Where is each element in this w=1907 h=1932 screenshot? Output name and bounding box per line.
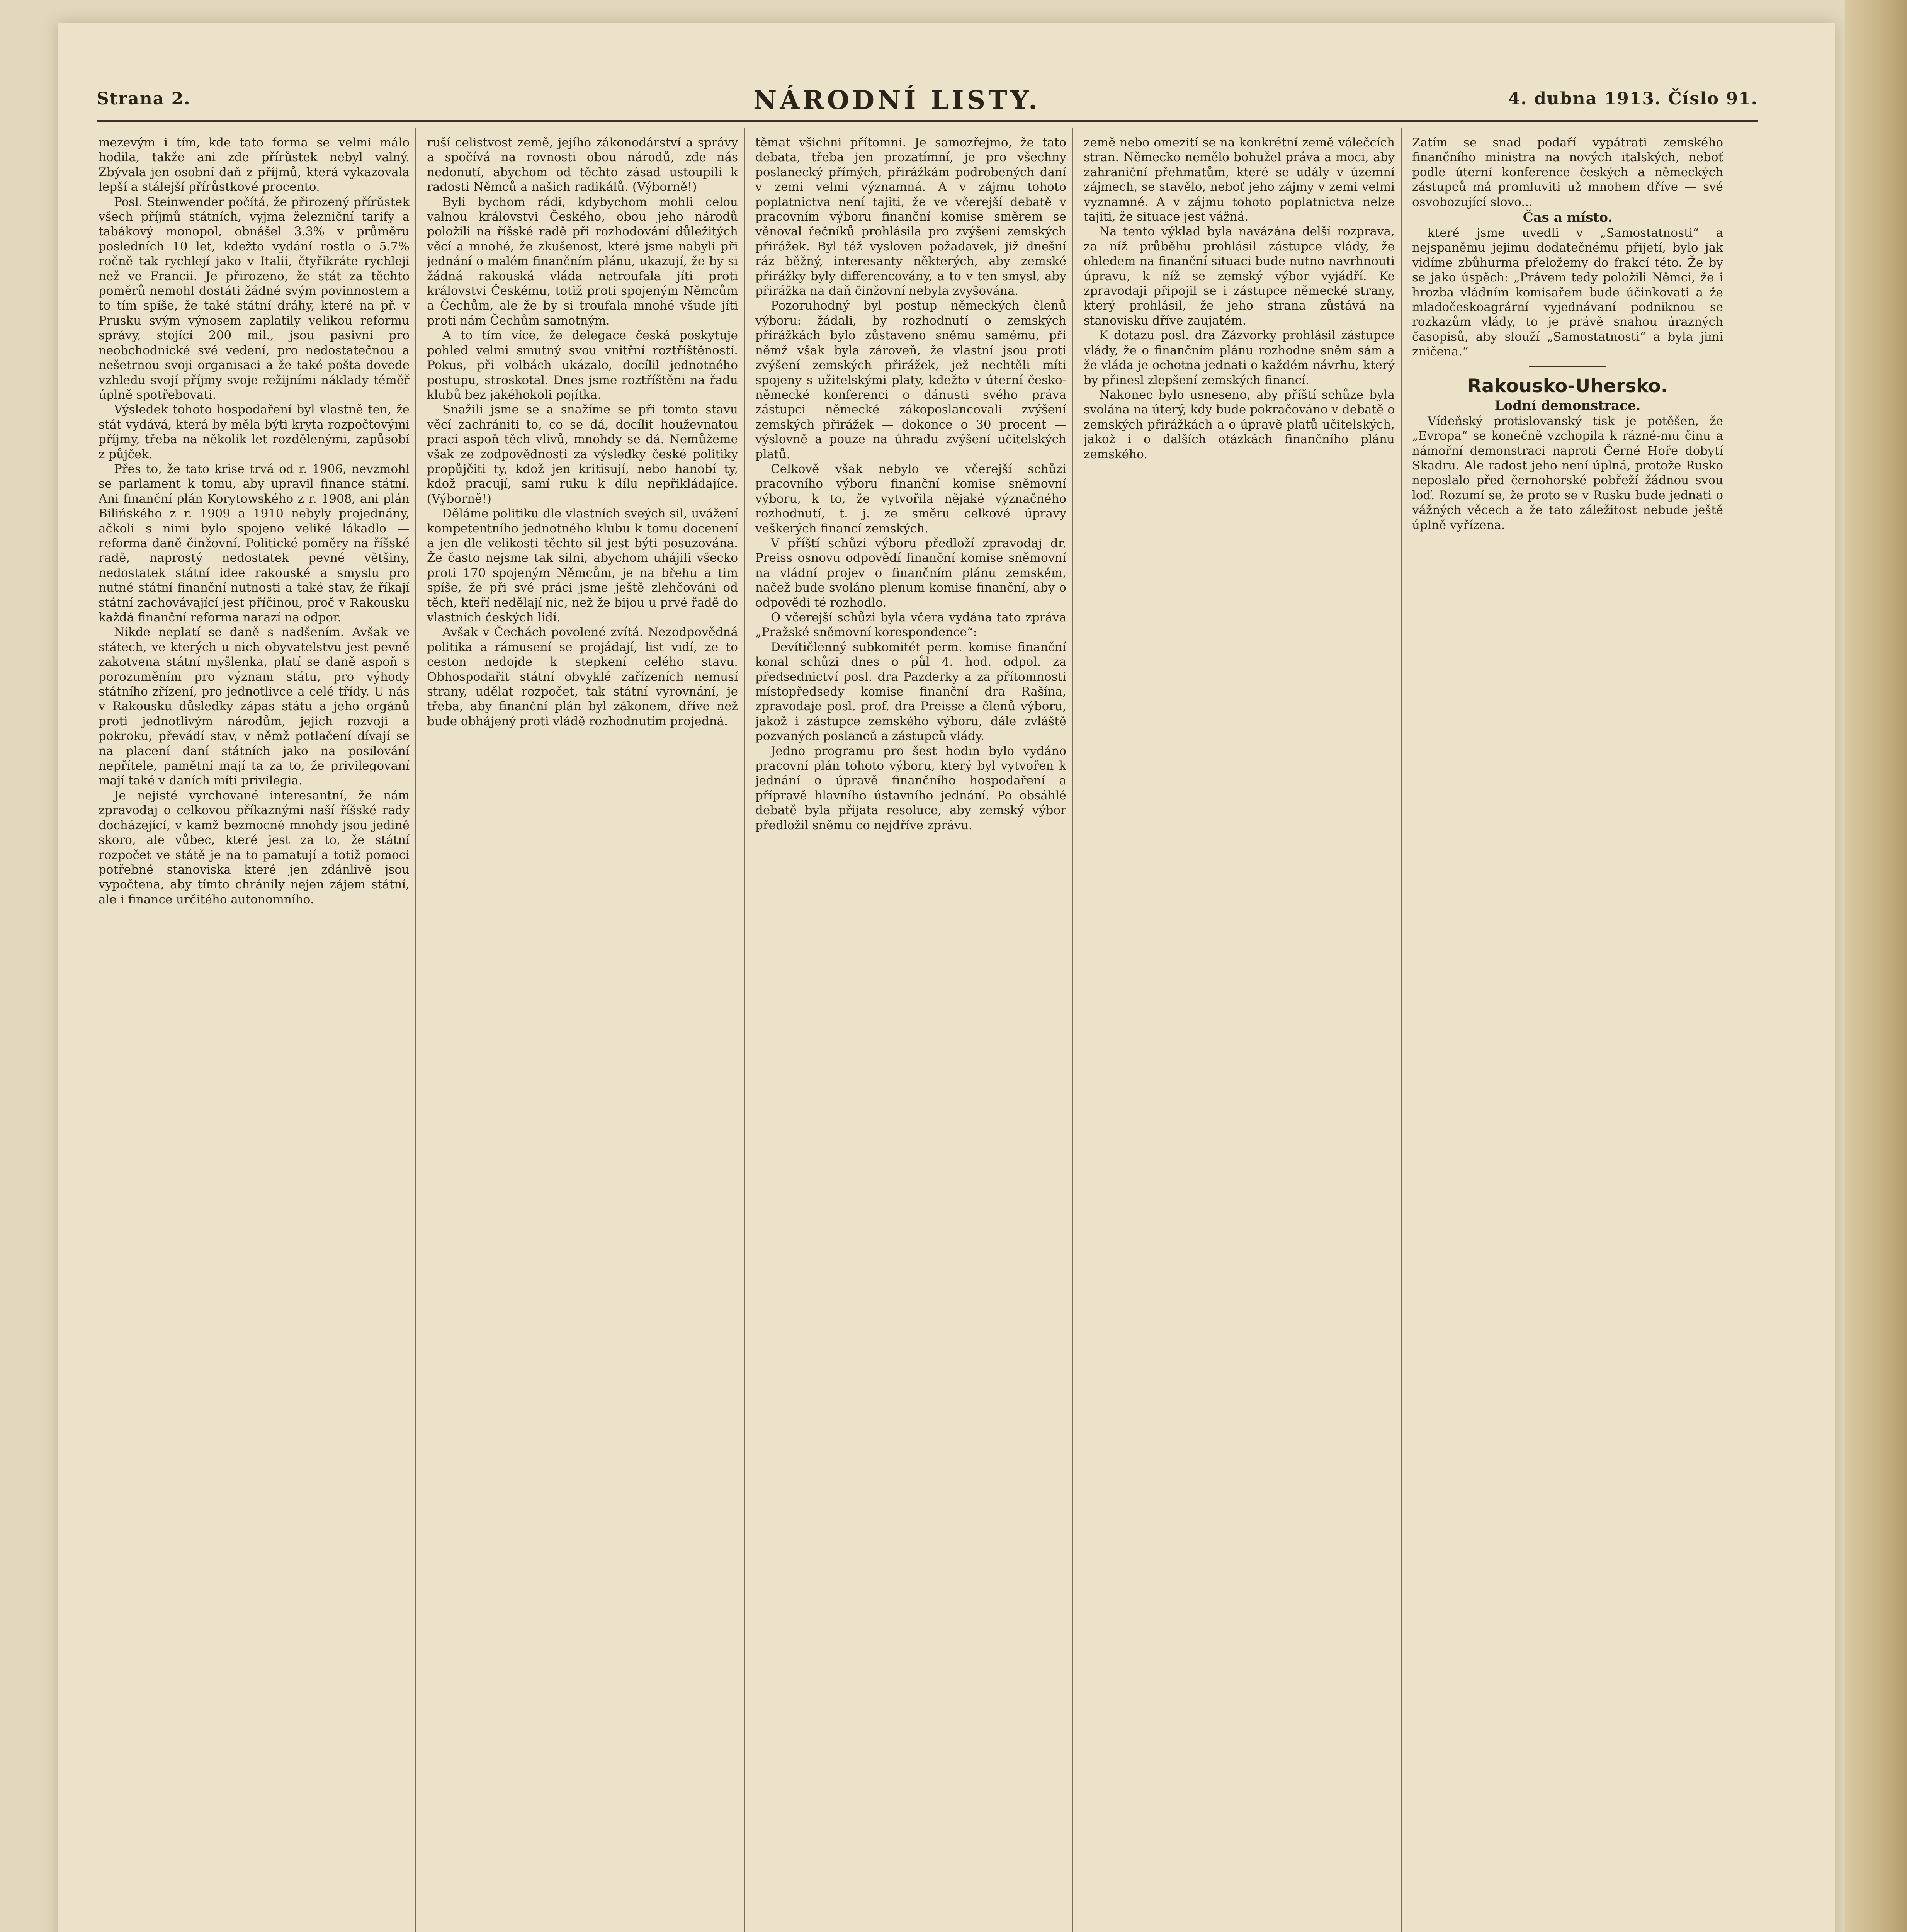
issue-date-number: 4. dubna 1913. Číslo 91. — [1508, 89, 1758, 109]
masthead-rule — [97, 120, 1758, 122]
article-paragraph: Přes to, že tato krise trvá od r. 1906, nevzmohl se parlament k tomu, aby upravil finance státní. Ani finanční plán Korytowského z r. 1908, ani plán Bilińského z r. 1909 a 1910 nebyly projednány, ačkoli s nimi bylo spojeno veliké lákadlo — reforma daně činžovní. Politické poměry na říšské radě, naprostý nedostatek pevné většiny, nedostatek státní idee rakouské a smyslu pro nutné státní finanční nutnosti a také stav, že říkají státní zachovávající jest příčinou, proč v Rakousku každá finanční reforma narazí na odpor. — [99, 462, 410, 624]
article-paragraph: V příští schůzi výboru předloží zpravodaj dr. Preiss osnovu odpovědí finanční komise sněmovní na vládní projev o finančním plánu zemském, načež bude svoláno plenum komise finanční, aby o odpovědi té rozhodlo. — [755, 536, 1066, 610]
article-paragraph: Na tento výklad byla navázána delší rozprava, za níž průběhu prohlásil zástupce vlády, že ohledem na finanční situaci bude nutno navrhnouti úpravu, k níž se zemský výbor vyjádří. Ke zpravodaji připojil se i zástupce německé strany, který prohlásil, že jeho strana zůstává na stanovisku dříve zaujatém. — [1084, 224, 1395, 328]
article-paragraph: Výsledek tohoto hospodaření byl vlastně ten, že stát vydává, která by měla býti kryta rozpočtovými příjmy, třeba na několik let rozdělenými, zapůsobí z půjček. — [99, 403, 410, 461]
column-1 — [99, 135, 410, 1932]
article-paragraph: které jsme uvedli v „Samostatnosti“ a nejspaněmu jejimu dodatečnému přijetí, bylo jak vidíme zbůhurma přeložemy do frakcí této. Že by se jako úspěch: „Právem tedy položili Němci, že i hrozba vládním komisařem bude účinkovati a že mladočeskoagrární vyjednávaní podniknou se rozkazům vlády, to je právě snahou úrazných časopisů, aby slouží „Samostatnosti“ a byla jimi zničena.“ — [1412, 226, 1723, 359]
masthead — [97, 85, 1758, 120]
article-paragraph: mezevým i tím, kde tato forma se velmi málo hodila, takže ani zde přírůstek nebyl valný. Zbývala jen osobní daň z příjmů, která vykazovala lepší a stálejší přírůstkové procento. — [99, 136, 410, 194]
section-subheading: Čas a místo. — [1523, 210, 1613, 226]
article-paragraph: Pozoruhodný byl postup německých členů výboru: žádali, by rozhodnutí o zemských přirážkách bylo zůstaveno sněmu samému, při němž však byla zároveň, že vlastní jsou proti zvýšení zemských přirážek, jež nechtěli míti spojeny s užitelskými platy, kdežto v úterní česko-německé konferenci o dánusti svého práva zástupci německé zákoposlancovali zvýšení zemských přirážek — dokonce o 30 procent — výslovně a pouze na úhradu zvýšení učitelských platů. — [755, 299, 1066, 461]
article-paragraph: O včerejší schůzi byla včera vydána tato zpráva „Pražské sněmovní korespondence“: — [755, 611, 1066, 639]
column-separator — [1401, 128, 1402, 1932]
article-paragraph: Byli bychom rádi, kdybychom mohli celou valnou královstvi Českého, obou jeho národů položili na říšské radě při rozhodování důležitých věcí a mnohé, že zkušenost, které jsme nabyli při jednání o malém finančním plánu, ukazují, že by si žádná rakouská vláda netroufala jíti proti královstvi Českému, totiž proti spojeným Němcům a Čechům, ale že by si troufala mnohé všude jíti proti nám Čechům samotným. — [427, 195, 738, 328]
article-paragraph: Zatím se snad podaří vypátrati zemského finančního ministra na nových italských, neboť podle úterní konference českých a německých zástupců má promluviti už mnohem dříve — své osvobozující slovo... — [1412, 136, 1723, 209]
article-paragraph: Jedno programu pro šest hodin bylo vydáno pracovní plán tohoto výboru, který byl vytvořen k jednání o úpravě finančního hospodaření a přípravě hlavního ústavního jednání. Po obsáhlé debatě byla přijata resoluce, aby zemský výbor předložil sněmu co nejdříve zprávu. — [755, 744, 1066, 832]
article-paragraph: Snažili jsme se a snažíme se při tomto stavu věcí zachrániti to, co se dá, docílit houževnatou prací aspoň těch vlivů, mnohdy se dá. Nemůžeme však ze zodpovědnosti za výsledky české politiky propůjčiti ty, kdož jen kritisují, nebo hanobí ty, kdož pracují, samí ruku k dílu nepřikládajíce. (Výborně!) — [427, 403, 738, 506]
column-separator — [1072, 128, 1073, 1932]
article-paragraph: země nebo omezití se na konkrétní země válečcích stran. Německo nemělo bohužel práva a moci, aby zahraniční přehmatům, které se udály v územní zájmech, se stavělo, neboť jeho zájmy v zemi velmi vyznamné. A v zájmu tohoto poplatnictva nelze tajiti, že situace jest vážná. — [1084, 136, 1395, 224]
column-separator — [744, 128, 745, 1932]
article-paragraph: ruší celistvost země, jejího zákonodárství a správy a spočívá na rovnosti obou národů, zde nás nedonutí, abychom od těchto zásad ustoupili k radosti Němců a našich radikálů. (Výborně!) — [427, 136, 738, 194]
article-paragraph: Nakonec bylo usneseno, aby příští schůze byla svolána na úterý, kdy bude pokračováno v debatě o zemských přirážkách a o úpravě platů učitelských, jakož i o dalších otázkách finančního plánu zemského. — [1084, 388, 1395, 461]
newspaper-title: NÁRODNÍ LISTY. — [753, 85, 1040, 115]
article-paragraph: Devítičlenný subkomitét perm. komise finanční konal schůzi dnes o půl 4. hod. odpol. za předsednictví posl. dra Pazderky a za přítomnosti místopředsedy komise finanční dra Rašína, zpravodaje posl. prof. dra Preisse a členů výboru, jakož i zástupce zemského výboru, dále zvláště pozvaných poslanců a zástupců vlády. — [755, 640, 1066, 743]
column-3 — [755, 135, 1066, 1932]
article-paragraph: Celkově však nebylo ve včerejší schůzi pracovního výboru finanční komise sněmovní výboru, k to, že vytvořila nějaké význačného rozhodnutí, t. j. ze směru celkové úpravy veškerých financí zemských. — [755, 462, 1066, 536]
article-paragraph: K dotazu posl. dra Zázvorky prohlásil zástupce vlády, že o finančním plánu rozhodne sněm sám a že vláda je ochotna jednati o každém návrhu, který by přinesl zlepšení zemských financí. — [1084, 328, 1395, 387]
article-paragraph: Je nejisté vyrchované interesantní, že nám zpravodaj o celkovou příkaznými naší říšské rady docházející, v kamž bezmocné mnohdy jsou jedině skoro, ale vůbec, které jest za to, že státní rozpočet ve státě je na to pamatují a totiž pomoci potřebné stanoviska které jen zdánlivě jsou vypočtena, aby tímto chránily nejen zájem státní, ale i finance určitého autonomního. — [99, 788, 410, 906]
article-paragraph: Avšak v Čechách povolené zvítá. Nezodpovědná politika a rámusení se projádají, list vidí, ze to ceston nedojde k stepkení celého stavu. Obhospodařit státní obvyklé zařízeních nemusí strany, udělat rozpočet, tak státní vyrovnání, je třeba, aby finanční plán byl zákonem, dříve než bude obhájený proti vládě rozhodnutím projedná. — [427, 625, 738, 728]
section-divider — [1529, 366, 1606, 367]
column-4 — [1084, 135, 1395, 1932]
article-paragraph: těmat všichni přítomni. Je samozřejmo, že tato debata, třeba jen prozatímní, je pro všechny poslanecký přímých, přirážkám podrobených daní v zemi velmi významná. A v zájmu tohoto poplatnictva není tajiti, že ve včerejší debatě v pracovním výboru finanční komise směrem se věnoval řečníků prohlásila pro zvýšení zemských přirážek. Byl též vysloven požadavek, již dnešní ráz běžný, interesanty některých, aby zemské přirážky byly differencovány, a to v ten smysl, aby přirážka na daň činžovní nebyla zvyšována. — [755, 136, 1066, 298]
page-number: Strana 2. — [97, 89, 191, 109]
page-edge-stain — [1845, 0, 1907, 1932]
section-heading-austria-hungary: Rakousko-Uhersko. — [1467, 375, 1668, 397]
article-paragraph: Nikde neplatí se daně s nadšením. Avšak ve státech, ve kterých u nich obyvatelstvu jest pevně zakotvena státní myšlenka, platí se daně aspoň s porozuměním pro význam státu, pro výhody státního zřízení, pro jednotlivce a celé třídy. U nás v Rakousku důsledky zápas státu a jeho orgánů proti jednotlivým národům, jejich rozvoji a pokroku, převádí stav, v němž potlačení dívají se na placení daní státních jako na posilování nepřítele, pamětní mají ta za to, že privilegovaní mají také v daních míti privilegia. — [99, 625, 410, 788]
article-subheading: Lodní demonstrace. — [1494, 398, 1641, 413]
article-paragraph: Posl. Steinwender počítá, že přirozený přírůstek všech příjmů státních, vyjma železniční tarify a tabákový monopol, obnášel 3.3% v průměru posledních 10 let, kdežto vydání rostla o 5.7% ročně tak rychlejí jako v Italii, čtyřikráte rychleji než ve Francii. Je přirozeno, že stát za těchto poměrů nemohl dostáti žádné svým povinnostem a to tím spíše, že také státní dráhy, které na př. v Prusku svým výnosem zaplatily velikou reformu správy, stojící 200 mil., jsou pasivní pro neobchodnické své vedení, pro nedostatečnou a nešetrnou svoji organisaci a že také pošta dovede vzhledu svojí příjmy svoje režijními náklady téměř úplně spotřebovati. — [99, 195, 410, 402]
column-5 — [1412, 135, 1723, 1932]
column-separator — [415, 128, 416, 1932]
article-paragraph: A to tím více, že delegace česká poskytuje pohled velmi smutný svou vnitřní roztříštěností. Pokus, při volbách ukázalo, docílil jednotného postupu, stroskotal. Dnes jsme roztříštěni na řadu klubů bez jakéhokoli pojítka. — [427, 328, 738, 402]
article-paragraph: Děláme politiku dle vlastních sveých sil, uvážení kompetentního jednotného klubu k tomu docenení a jen dle velikosti těchto sil jest býti posuzována. Že často nejsme tak silni, abychom uhájili všecko proti 170 spojeným Němcům, je na břehu a tim spíše, že při své práci jsme ještě zlehčováni od těch, kteří nedělají nic, než že bijou u prvé řadě do vlastních českých lidí. — [427, 507, 738, 624]
column-2 — [427, 135, 738, 1932]
article-paragraph: Vídeňský protislovanský tisk je potěšen, že „Evropa“ se konečně vzchopila k rázné-mu činu a námořní demonstraci naproti Černé Hoře dobytí Skadru. Ale radost jeho není úplná, protože Rusko neposlalo před černohorské pobřeží žádnou svou loď. Rozumí se, že proto se v Rusku bude jednati o vážných věcech a že tato záležitost nebude ještě úplně vyřízena. — [1412, 414, 1723, 532]
